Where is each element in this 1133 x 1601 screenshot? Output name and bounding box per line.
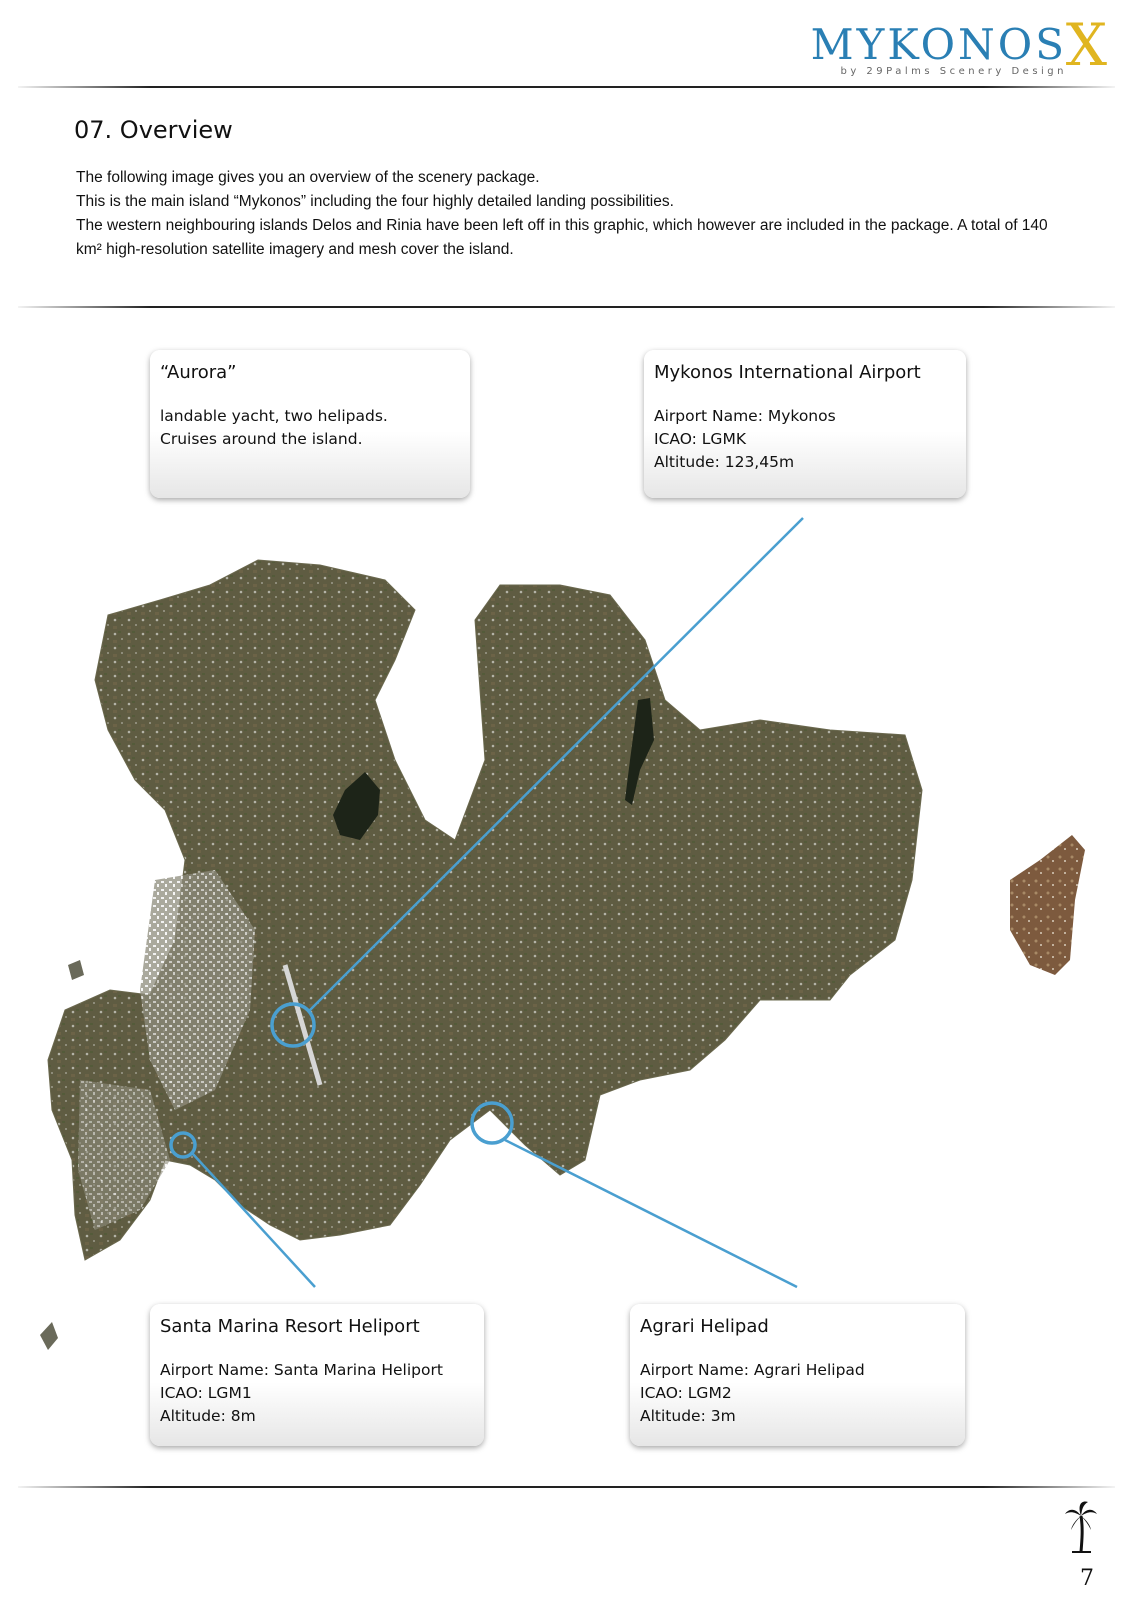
east-islet: [1010, 835, 1085, 975]
logo-x-mark: X: [1065, 11, 1107, 79]
section-title: 07. Overview: [74, 116, 233, 144]
aurora-title: “Aurora”: [160, 362, 237, 383]
logo-tagline: by 29Palms Scenery Design: [840, 66, 1067, 77]
santa-marina-altitude-line: Altitude: 8m: [160, 1407, 256, 1425]
agrari-altitude-line: Altitude: 3m: [640, 1407, 736, 1425]
intro-line-1: The following image gives you an overview of the scenery package.: [76, 169, 540, 186]
santa-marina-callout: [150, 1304, 484, 1446]
agrari-name-line: Airport Name: Agrari Helipad: [640, 1361, 865, 1379]
santa-marina-name-line: Airport Name: Santa Marina Heliport: [160, 1361, 443, 1379]
logo-wordmark: MYKONOS: [810, 20, 1067, 69]
santa-marina-icao-line: ICAO: LGM1: [160, 1384, 252, 1402]
santa-marina-title: Santa Marina Resort Heliport: [160, 1316, 420, 1337]
agrari-icao-line: ICAO: LGM2: [640, 1384, 732, 1402]
airport-icao-line: ICAO: LGMK: [654, 430, 746, 448]
intro-line-3: The western neighbouring islands Delos and Rinia have been left off in this graphic, which however are included in the package. A total of 140 km² high-resolution satellite imagery and mesh cover the island.: [76, 217, 1048, 258]
airport-name-line: Airport Name: Mykonos: [654, 407, 836, 425]
agrari-connector-line: [505, 1140, 797, 1287]
page-number: 7: [1080, 1566, 1094, 1591]
airport-title: Mykonos International Airport: [654, 362, 921, 383]
airport-altitude-line: Altitude: 123,45m: [654, 453, 795, 471]
agrari-title: Agrari Helipad: [640, 1316, 769, 1337]
small-islet-west: [40, 1322, 58, 1350]
small-islet-nw: [68, 960, 84, 980]
aurora-line-1: landable yacht, two helipads.: [160, 407, 388, 425]
footer-divider: [18, 1486, 1115, 1488]
agrari-callout: [630, 1304, 965, 1446]
intro-line-2: This is the main island “Mykonos” including the four highly detailed landing possibilities.: [76, 193, 674, 210]
aurora-line-2: Cruises around the island.: [160, 430, 363, 448]
aurora-callout: [150, 350, 470, 498]
palm-tree-icon: [1064, 1500, 1098, 1554]
airport-callout: [644, 350, 966, 498]
